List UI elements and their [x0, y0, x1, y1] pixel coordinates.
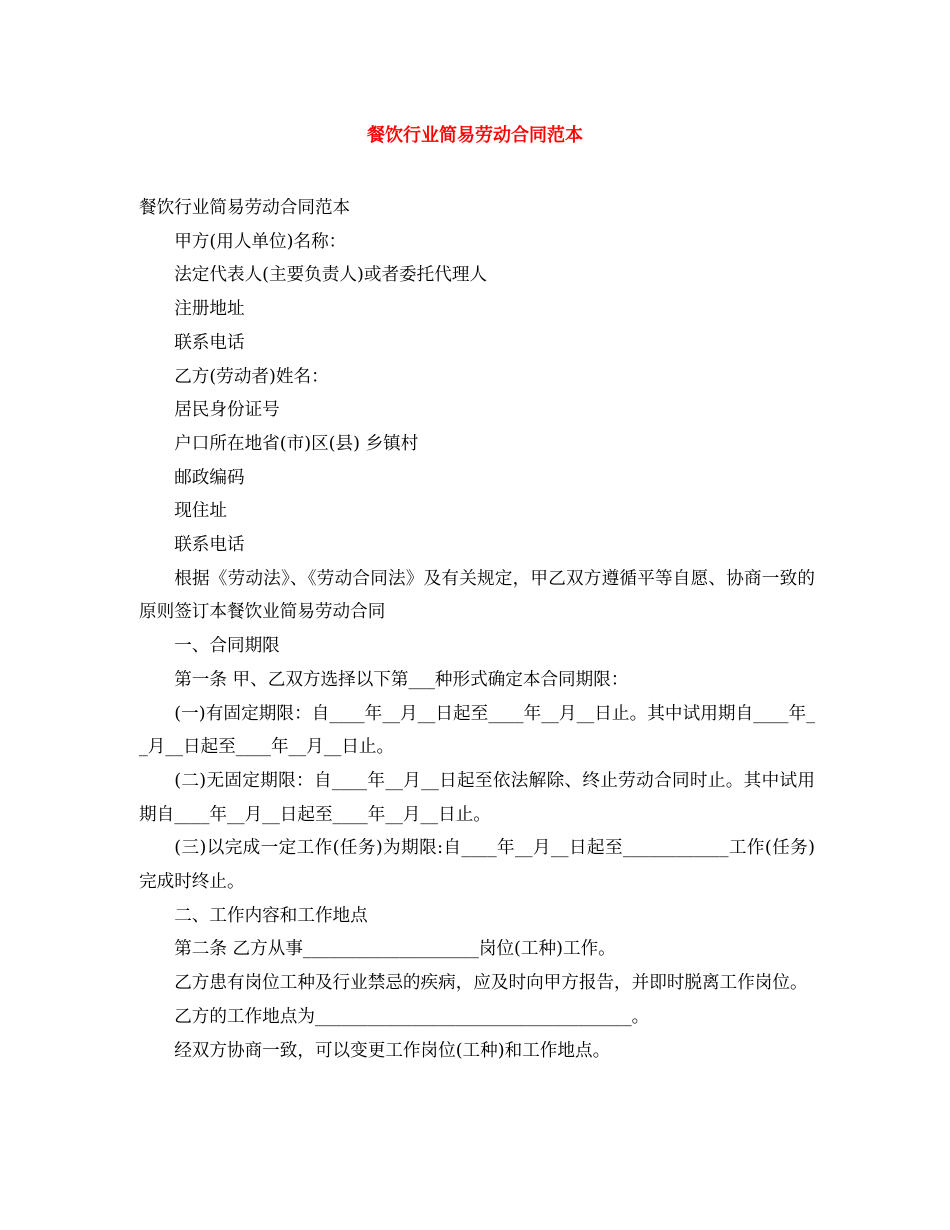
body-heading: 餐饮行业简易劳动合同范本	[139, 198, 351, 218]
party-b-postal-code: 邮政编码	[174, 467, 245, 488]
article-2: 第二条 乙方从事____________________岗位(工种)工作。	[174, 939, 616, 960]
party-a-representative: 法定代表人(主要负责人)或者委托代理人	[174, 265, 488, 286]
party-b-household-registration: 户口所在地省(市)区(县) 乡镇村	[174, 433, 419, 454]
article-1: 第一条 甲、乙双方选择以下第___种形式确定本合同期限：	[174, 669, 629, 690]
section-heading-work: 二、工作内容和工作地点	[174, 905, 368, 926]
article-2-change-clause: 经双方协商一致，可以变更工作岗位(工种)和工作地点。	[174, 1040, 611, 1061]
preamble-paragraph: 根据《劳动法》、《劳动合同法》及有关规定，甲乙双方遵循平等自愿、协商一致的原则签订本餐饮业简易劳动合同	[139, 568, 815, 623]
party-b-phone: 联系电话	[174, 535, 245, 556]
party-a-address: 注册地址	[174, 299, 245, 320]
article-1-task-term: (三)以完成一定工作(任务)为期限:自____年__月__日起至____________工作(任务)完成时终止。	[139, 838, 815, 893]
document-body	[139, 192, 815, 1068]
party-b-name: 乙方(劳动者)姓名：	[174, 366, 329, 387]
article-2-health-clause: 乙方患有岗位工种及行业禁忌的疾病，应及时向甲方报告，并即时脱离工作岗位。	[174, 973, 808, 994]
party-a-name: 甲方(用人单位)名称：	[174, 231, 347, 252]
document-title: 餐饮行业简易劳动合同范本	[367, 125, 583, 146]
party-b-id-number: 居民身份证号	[174, 400, 280, 421]
section-heading-term: 一、合同期限	[174, 636, 280, 657]
article-1-fixed-term: (一)有固定期限：自____年__月__日起至____年__月__日止。其中试用期自____年__月__日起至____年__月__日止。	[139, 703, 815, 758]
article-2-work-location: 乙方的工作地点为____________________________________。	[174, 1006, 650, 1027]
party-b-current-address: 现住址	[174, 501, 227, 522]
article-1-open-term: (二)无固定期限：自____年__月__日起至依法解除、终止劳动合同时止。其中试用期自____年__月__日起至____年__月__日止。	[139, 770, 815, 825]
party-a-phone: 联系电话	[174, 332, 245, 353]
